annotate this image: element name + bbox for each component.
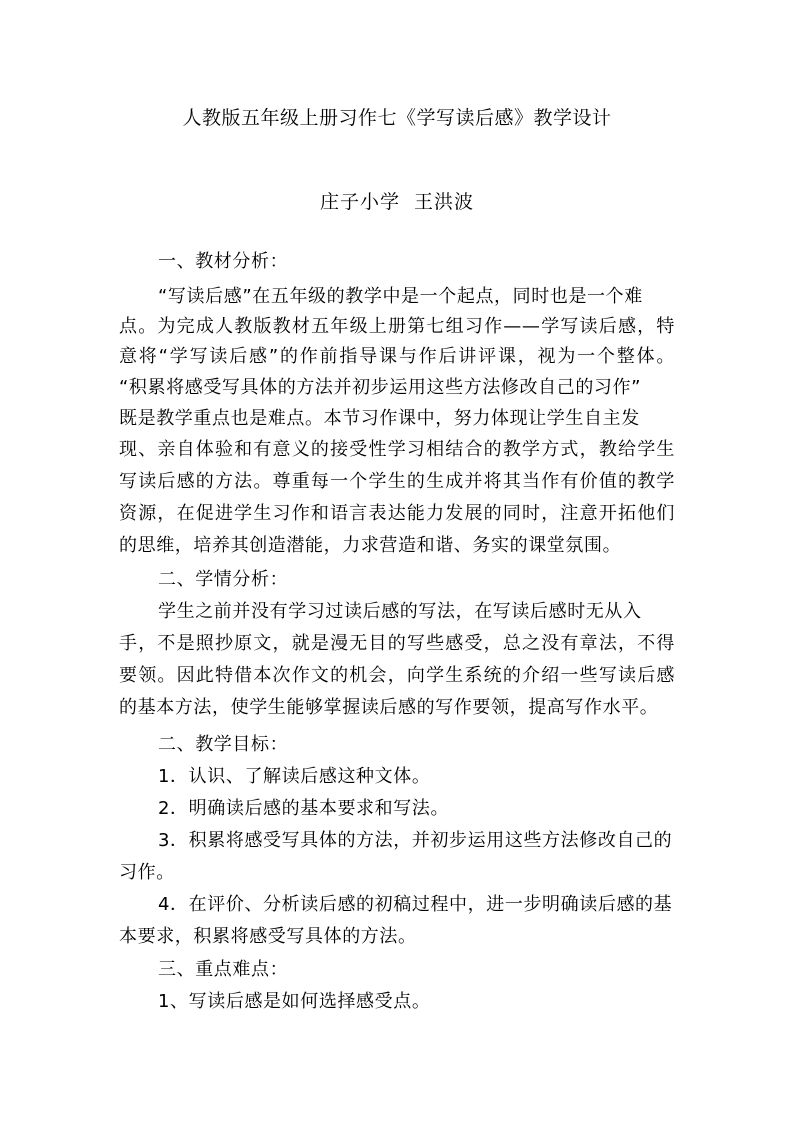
- goal-item: 2．明确读后感的基本要求和写法。: [158, 798, 450, 819]
- key-point-item: 1、写读后感是如何选择感受点。: [158, 991, 431, 1012]
- goal-item: 1．认识、了解读后感这种文体。: [158, 766, 431, 787]
- goal-item: 4．在评价、分析读后感的初稿过程中，进一步明确读后感的基: [158, 894, 673, 915]
- section-heading-textbook-analysis: 一、教材分析：: [158, 251, 289, 272]
- paragraph-line: 手，不是照抄原文，就是漫无目的写些感受，总之没有章法，不得: [119, 633, 675, 654]
- section-heading-learner-analysis: 二、学情分析：: [158, 569, 289, 590]
- paragraph-line: 现、亲自体验和有意义的接受性学习相结合的教学方式，教给学生: [119, 439, 675, 460]
- paragraph-line: “积累将感受写具体的方法并初步运用这些方法修改自己的习作”: [119, 377, 642, 398]
- goal-item: 3．积累将感受写具体的方法，并初步运用这些方法修改自己的: [158, 830, 673, 851]
- document-title: 人教版五年级上册习作七《学写读后感》教学设计: [182, 107, 612, 129]
- paragraph-line: 的思维，培养其创造潜能，力求营造和谐、务实的课堂氛围。: [119, 535, 622, 556]
- paragraph-line: 点。为完成人教版教材五年级上册第七组习作——学写读后感，特: [119, 316, 675, 337]
- paragraph-line: 学生之前并没有学习过读后感的写法，在写读后感时无从入: [158, 601, 642, 622]
- goal-item-continuation: 习作。: [119, 862, 175, 883]
- paragraph-line: 写读后感的方法。尊重每一个学生的生成并将其当作有价值的教学: [119, 471, 675, 492]
- paragraph-line: “写读后感”在五年级的教学中是一个起点，同时也是一个难: [158, 286, 643, 307]
- paragraph-line: 要领。因此特借本次作文的机会，向学生系统的介绍一些写读后感: [119, 665, 675, 686]
- paragraph-line: 的基本方法，使学生能够掌握读后感的写作要领，提高写作水平。: [119, 697, 659, 718]
- section-heading-teaching-goals: 二、教学目标：: [158, 734, 289, 755]
- goal-item-continuation: 本要求，积累将感受写具体的方法。: [119, 926, 417, 947]
- section-heading-key-difficulties: 三、重点难点：: [158, 959, 289, 980]
- paragraph-line: 既是教学重点也是难点。本节习作课中，努力体现让学生自主发: [119, 408, 640, 429]
- author-line: 庄子小学 王洪波: [319, 191, 475, 213]
- paragraph-line: 意将“学写读后感”的作前指导课与作后讲评课，视为一个整体。: [119, 346, 675, 367]
- paragraph-line: 资源，在促进学生习作和语言表达能力发展的同时，注意开拓他们: [119, 503, 675, 524]
